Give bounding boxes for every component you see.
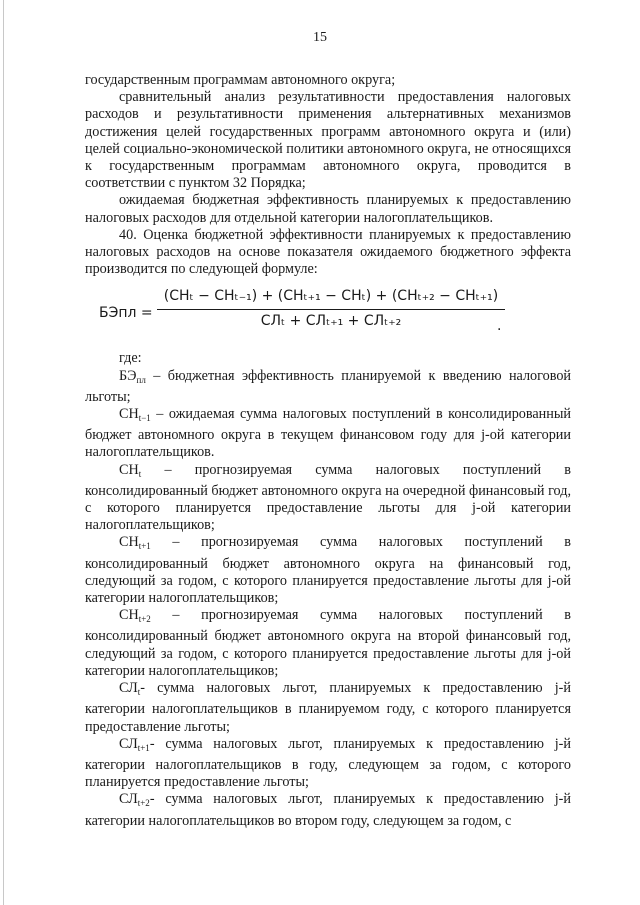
definition-subscript: t−1 [138, 413, 151, 424]
definition-item [85, 736, 571, 792]
definition-text: - сумма налоговых льгот, планируемых к предоставлению j-й категории налогоплательщиков в планируемом году, с которого планируется предоставление льготы; [85, 680, 571, 735]
definition-text: – прогнозируемая сумма налоговых поступлений в консолидированный бюджет автономного округа на финансовый год, следующий за годом, с которого планируется предоставление льготы для j-ой категории налогоплательщиков; [85, 534, 571, 607]
definition-symbol: СЛ [119, 735, 138, 752]
definition-subscript: t+1 [137, 742, 150, 753]
definition-subscript: t [138, 468, 142, 479]
definition-text: – прогнозируемая сумма налоговых поступлений в консолидированный бюджет автономного округа на второй финансовый год, следующий за годом, с которого планируется предоставление льготы для j-ой категории налогоплательщиков; [85, 607, 571, 679]
formula-denominator: СЛₜ + СЛₜ₊₁ + СЛₜ₊₂ [260, 312, 402, 329]
definition-item [85, 534, 571, 607]
page-body [85, 72, 571, 830]
paragraph: ожидаемая бюджетная эффективность планируемых к предоставлению налоговых расходов для отдельной категории налогоплательщиков. [85, 192, 571, 226]
formula-numerator: (CHₜ − CHₜ₋₁) + (CHₜ₊₁ − CHₜ) + (CHₜ₊₂ − CHₜ₊₁) [157, 288, 505, 309]
definition-item [85, 607, 571, 680]
page-number: 15 [313, 30, 327, 45]
definition-symbol: CH [119, 406, 139, 423]
definition-subscript: t [137, 687, 141, 698]
definition-text: - сумма налоговых льгот, планируемых к предоставлению j-й категории налогоплательщиков в году, следующем за годом, с которого планируется предоставление льготы; [85, 735, 571, 791]
definition-item [85, 462, 571, 535]
formula-trailing: . [497, 318, 502, 335]
formula-fraction [157, 288, 505, 329]
definition-text: – бюджетная эффективность планируемой к введению налоговой льготы; [85, 367, 571, 405]
definitions-list [85, 368, 571, 830]
definition-text: – прогнозируемая сумма налоговых поступлений в консолидированный бюджет автономного округа на очередной финансовый год, с которого планируется предоставление льготы для j-ой категории налогоплательщиков; [85, 461, 571, 534]
definition-symbol: CH [119, 534, 139, 551]
definition-text: – ожидаемая сумма налоговых поступлений в консолидированный бюджет автономного округа в текущем финансовом году для j-ой категории налогоплательщиков. [85, 406, 571, 461]
definition-subscript: t+2 [138, 614, 151, 625]
paragraph: государственным программам автономного округа; [85, 72, 396, 88]
definition-symbol: CH [119, 607, 139, 624]
definition-symbol: СЛ [119, 680, 138, 697]
formula [85, 278, 571, 350]
definition-symbol: CH [119, 461, 139, 478]
definition-item [85, 680, 571, 736]
paragraph: сравнительный анализ результативности предоставления налоговых расходов и результативности применения альтернативных механизмов достижения целей государственных программ автономного округа и (или) целей социально-экономической политики автономного округа, не относящихся к государственным программам автономного округа, проводится в соответствии с пунктом 32 Порядка; [85, 89, 571, 192]
definition-item [85, 791, 571, 829]
formula-lhs: БЭпл = [99, 305, 153, 322]
definition-item [85, 406, 571, 462]
definition-item [85, 368, 571, 406]
definition-symbol: СЛ [119, 791, 138, 808]
definition-subscript: t+1 [138, 541, 151, 552]
paragraph: 40. Оценка бюджетной эффективности планируемых к предоставлению налоговых расходов на основе показателя ожидаемого бюджетного эффекта производится по следующей формуле: [85, 226, 571, 278]
where-label: где: [119, 350, 142, 367]
definition-symbol: БЭ [119, 367, 137, 384]
scan-edge-line [3, 0, 4, 905]
definition-subscript: t+2 [137, 798, 150, 809]
definition-subscript: пл [136, 374, 146, 385]
definition-text: - сумма налоговых льгот, планируемых к предоставлению j-й категории налогоплательщиков во втором году, следующем за годом, с [85, 791, 571, 829]
